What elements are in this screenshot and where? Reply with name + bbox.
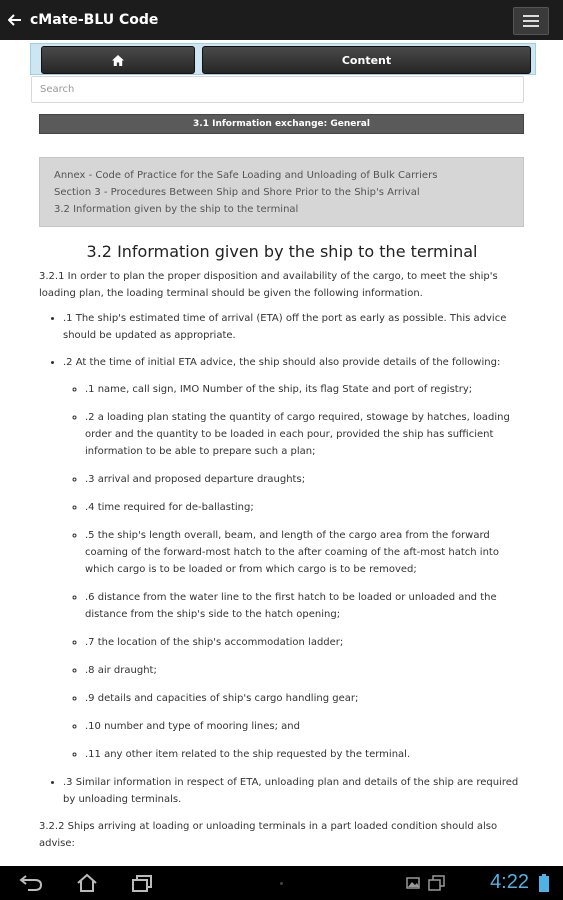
sub-list-item: ◦ .8 air draught;	[85, 662, 525, 679]
list-item-text: .2 At the time of initial ETA advice, the ship should also provide details of the following:	[63, 357, 501, 368]
breadcrumb-section[interactable]: Section 3 - Procedures Between Ship and Shore Prior to the Ship's Arrival	[54, 187, 420, 198]
screenshots-icon	[428, 875, 446, 891]
home-icon	[112, 55, 124, 66]
list-item	[63, 310, 525, 344]
battery-icon	[536, 872, 552, 894]
system-back-button[interactable]	[14, 872, 48, 894]
sub-list	[63, 381, 525, 763]
sub-list-item: ◦ .3 arrival and proposed departure draughts;	[85, 471, 525, 488]
search-input[interactable]: Search	[31, 76, 524, 103]
sub-list-item: ◦ .5 the ship's length overall, beam, and length of the cargo area from the forward coaming of the forward-most hatch to the after coaming of the aft-most hatch into which cargo is to be loaded or from which cargo is to be removed;	[85, 527, 525, 578]
screenshot-notification-icon[interactable]	[426, 872, 448, 894]
list-item	[63, 354, 525, 763]
back-arrow-icon	[8, 14, 22, 26]
app-title: cMate-BLU Code	[30, 12, 159, 28]
list-item-text: .1 The ship's estimated time of arrival (ETA) off the port as early as possible. This advice should be updated as appropriate.	[63, 313, 507, 341]
sub-list-item: ◦ .7 the location of the ship's accommodation ladder;	[85, 634, 525, 651]
action-bar	[0, 0, 563, 40]
overflow-menu-button[interactable]	[513, 7, 549, 35]
paragraph-3-2-2: 3.2.2 Ships arriving at loading or unloading terminals in a part loaded condition should also advise:	[39, 821, 498, 849]
breadcrumb-annex[interactable]: Annex - Code of Practice for the Safe Loading and Unloading of Bulk Carriers	[54, 170, 438, 181]
sub-list-item: ◦ .9 details and capacities of ship's cargo handling gear;	[85, 690, 525, 707]
system-back-icon	[19, 874, 43, 892]
main-list	[39, 310, 525, 808]
sub-list-item: ◦ .6 distance from the water line to the first hatch to be loaded or unloaded and the distance from the ship's side to the hatch opening;	[85, 589, 525, 623]
breadcrumb	[39, 157, 524, 227]
system-recents-button[interactable]	[127, 872, 157, 894]
sub-list-item: ◦ .2 a loading plan stating the quantity of cargo required, stowage by hatches, loading order and the quantity to be loaded in each pour, provided the ship has sufficient information to be able to prepare such a plan;	[85, 409, 525, 460]
section-header[interactable]: 3.1 Information exchange: General	[39, 114, 524, 134]
content-button[interactable]: Content	[202, 46, 531, 74]
divider-dot	[280, 882, 283, 885]
sub-list-item: ◦ .11 any other item related to the ship requested by the terminal.	[85, 746, 525, 763]
system-bar	[0, 866, 563, 900]
sub-list-item: ◦ .4 time required for de-ballasting;	[85, 499, 525, 516]
page-title: 3.2 Information given by the ship to the terminal	[86, 242, 478, 261]
document-body	[39, 243, 525, 860]
breadcrumb-current: 3.2 Information given by the ship to the terminal	[54, 204, 299, 215]
list-item-text: .3 Similar information in respect of ETA, unloading plan and details of the ship are required by unloading terminals.	[63, 777, 519, 805]
clock: 4:22	[490, 871, 529, 893]
menu-icon	[523, 14, 539, 28]
system-home-button[interactable]	[72, 872, 102, 894]
list-item	[63, 774, 525, 808]
gallery-notification-icon[interactable]	[404, 872, 422, 894]
home-button[interactable]	[41, 46, 195, 74]
paragraph-3-2-1: 3.2.1 In order to plan the proper disposition and availability of the cargo, to meet the ship's loading plan, the loading terminal should be given the following information.	[39, 271, 498, 299]
content-scroll[interactable]	[0, 40, 563, 866]
sub-list-item: ◦ .1 name, call sign, IMO Number of the ship, its flag State and port of registry;	[85, 381, 525, 398]
picture-icon	[406, 877, 420, 889]
sub-list-item: ◦ .10 number and type of mooring lines; and	[85, 718, 525, 735]
nav-bar	[30, 43, 536, 75]
system-home-icon	[76, 873, 98, 893]
back-button[interactable]	[0, 0, 30, 40]
recents-icon	[131, 874, 153, 892]
